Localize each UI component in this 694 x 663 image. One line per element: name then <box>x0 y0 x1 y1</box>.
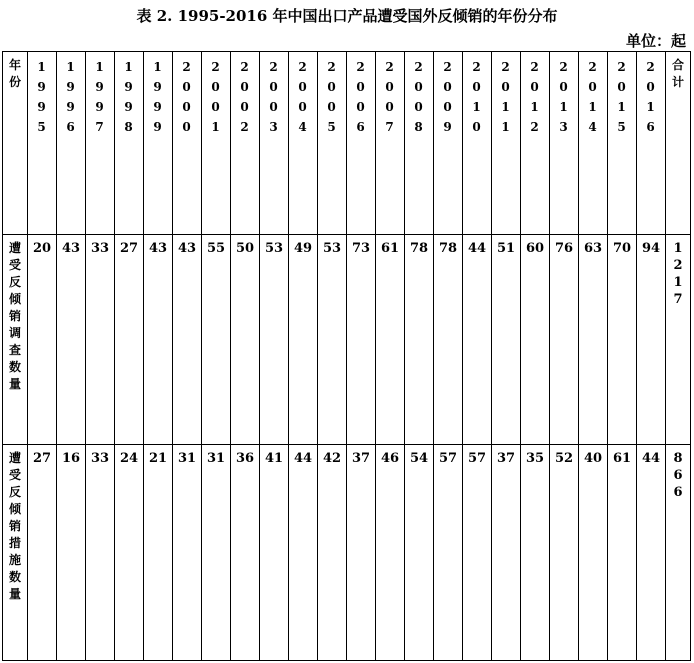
year-label: 2011 <box>501 60 511 134</box>
header-label: 年份 <box>8 58 21 89</box>
header-label-cell <box>3 52 28 235</box>
value: 37 <box>496 451 516 466</box>
value: 24 <box>119 451 139 466</box>
year-cell <box>318 52 347 235</box>
value: 94 <box>641 241 661 256</box>
value: 44 <box>641 451 661 466</box>
value: 49 <box>293 241 313 256</box>
year-cell <box>231 52 260 235</box>
year-label: 2009 <box>443 60 453 134</box>
value-cell <box>231 445 260 661</box>
value: 43 <box>177 241 197 256</box>
total-cell <box>666 235 691 445</box>
value: 50 <box>235 241 255 256</box>
investigation-row-label: 遭受反倾销调查数量 <box>8 241 21 391</box>
value: 43 <box>148 241 168 256</box>
year-cell <box>115 52 144 235</box>
value: 44 <box>293 451 313 466</box>
row-label-cell <box>3 235 28 445</box>
value-cell <box>492 235 521 445</box>
year-cell <box>57 52 86 235</box>
value: 53 <box>322 241 342 256</box>
value: 16 <box>61 451 81 466</box>
value: 63 <box>583 241 603 256</box>
value-cell <box>28 445 57 661</box>
value-cell <box>463 235 492 445</box>
value: 37 <box>351 451 371 466</box>
header-row <box>3 52 691 235</box>
value-cell <box>608 235 637 445</box>
value-cell <box>550 445 579 661</box>
measure-row <box>3 445 691 661</box>
value-cell <box>376 445 405 661</box>
value: 76 <box>554 241 574 256</box>
value: 78 <box>438 241 458 256</box>
value-cell <box>637 445 666 661</box>
value: 55 <box>206 241 226 256</box>
anti-dumping-table <box>2 51 691 661</box>
value: 70 <box>612 241 632 256</box>
year-label: 2003 <box>269 60 279 134</box>
value-cell <box>289 235 318 445</box>
value: 31 <box>177 451 197 466</box>
value: 60 <box>525 241 545 256</box>
value-cell <box>144 235 173 445</box>
year-label: 2000 <box>182 60 192 134</box>
value: 21 <box>148 451 168 466</box>
year-cell <box>28 52 57 235</box>
year-label: 2016 <box>646 60 656 134</box>
value-cell <box>144 445 173 661</box>
value-cell <box>202 235 231 445</box>
year-cell <box>550 52 579 235</box>
value: 57 <box>438 451 458 466</box>
value-cell <box>289 445 318 661</box>
year-label: 1997 <box>95 60 105 134</box>
year-label: 2004 <box>298 60 308 134</box>
year-cell <box>492 52 521 235</box>
value-cell <box>318 445 347 661</box>
value: 35 <box>525 451 545 466</box>
value-cell <box>492 445 521 661</box>
value-cell <box>434 445 463 661</box>
investigation-total: 1217 <box>673 241 683 307</box>
value-cell <box>115 445 144 661</box>
year-label: 2005 <box>327 60 337 134</box>
value: 51 <box>496 241 516 256</box>
value: 73 <box>351 241 371 256</box>
value-cell <box>463 445 492 661</box>
year-cell <box>289 52 318 235</box>
value-cell <box>579 445 608 661</box>
table-title: 表 2. 1995-2016 年中国出口产品遭受国外反倾销的年份分布 <box>136 7 558 25</box>
value-cell <box>550 235 579 445</box>
value-cell <box>521 235 550 445</box>
year-cell <box>637 52 666 235</box>
value-cell <box>115 235 144 445</box>
value: 36 <box>235 451 255 466</box>
value: 27 <box>32 451 52 466</box>
value-cell <box>57 235 86 445</box>
year-cell <box>579 52 608 235</box>
value-cell <box>637 235 666 445</box>
value-cell <box>318 235 347 445</box>
year-label: 2006 <box>356 60 366 134</box>
year-label: 2012 <box>530 60 540 134</box>
value: 54 <box>409 451 429 466</box>
value-cell <box>434 235 463 445</box>
value: 31 <box>206 451 226 466</box>
year-label: 1996 <box>66 60 76 134</box>
value: 57 <box>467 451 487 466</box>
value-cell <box>260 235 289 445</box>
value-cell <box>57 445 86 661</box>
year-cell <box>463 52 492 235</box>
year-cell <box>521 52 550 235</box>
year-cell <box>608 52 637 235</box>
year-cell <box>144 52 173 235</box>
year-label: 2015 <box>617 60 627 134</box>
value: 41 <box>264 451 284 466</box>
measure-total: 866 <box>673 451 683 500</box>
value-cell <box>86 235 115 445</box>
value-cell <box>260 445 289 661</box>
total-header-cell <box>666 52 691 235</box>
value: 33 <box>90 451 110 466</box>
value-cell <box>173 445 202 661</box>
value: 61 <box>380 241 400 256</box>
value-cell <box>173 235 202 445</box>
total-cell <box>666 445 691 661</box>
value-cell <box>347 445 376 661</box>
year-cell <box>376 52 405 235</box>
value: 40 <box>583 451 603 466</box>
value: 27 <box>119 241 139 256</box>
year-label: 2007 <box>385 60 395 134</box>
year-cell <box>405 52 434 235</box>
year-label: 2002 <box>240 60 250 134</box>
year-cell <box>173 52 202 235</box>
year-label: 2013 <box>559 60 569 134</box>
investigation-row <box>3 235 691 445</box>
value-cell <box>405 445 434 661</box>
unit-label: 单位：起 <box>625 32 686 50</box>
year-cell <box>86 52 115 235</box>
value-cell <box>608 445 637 661</box>
value: 53 <box>264 241 284 256</box>
value-cell <box>202 445 231 661</box>
year-label: 2001 <box>211 60 221 134</box>
value-cell <box>86 445 115 661</box>
value-cell <box>231 235 260 445</box>
value: 52 <box>554 451 574 466</box>
year-cell <box>202 52 231 235</box>
value: 46 <box>380 451 400 466</box>
value: 61 <box>612 451 632 466</box>
measure-row-label: 遭受反倾销措施数量 <box>8 451 21 601</box>
value: 33 <box>90 241 110 256</box>
value: 43 <box>61 241 81 256</box>
value-cell <box>347 235 376 445</box>
year-label: 1998 <box>124 60 134 134</box>
value-cell <box>376 235 405 445</box>
year-cell <box>434 52 463 235</box>
year-cell <box>260 52 289 235</box>
value-cell <box>28 235 57 445</box>
year-label: 2010 <box>472 60 482 134</box>
total-header-label: 合计 <box>671 58 684 89</box>
row-label-cell <box>3 445 28 661</box>
year-label: 1999 <box>153 60 163 134</box>
value: 20 <box>32 241 52 256</box>
value: 78 <box>409 241 429 256</box>
value: 44 <box>467 241 487 256</box>
year-label: 1995 <box>37 60 47 134</box>
value-cell <box>579 235 608 445</box>
value-cell <box>521 445 550 661</box>
year-label: 2014 <box>588 60 598 134</box>
year-cell <box>347 52 376 235</box>
value-cell <box>405 235 434 445</box>
value: 42 <box>322 451 342 466</box>
year-label: 2008 <box>414 60 424 134</box>
